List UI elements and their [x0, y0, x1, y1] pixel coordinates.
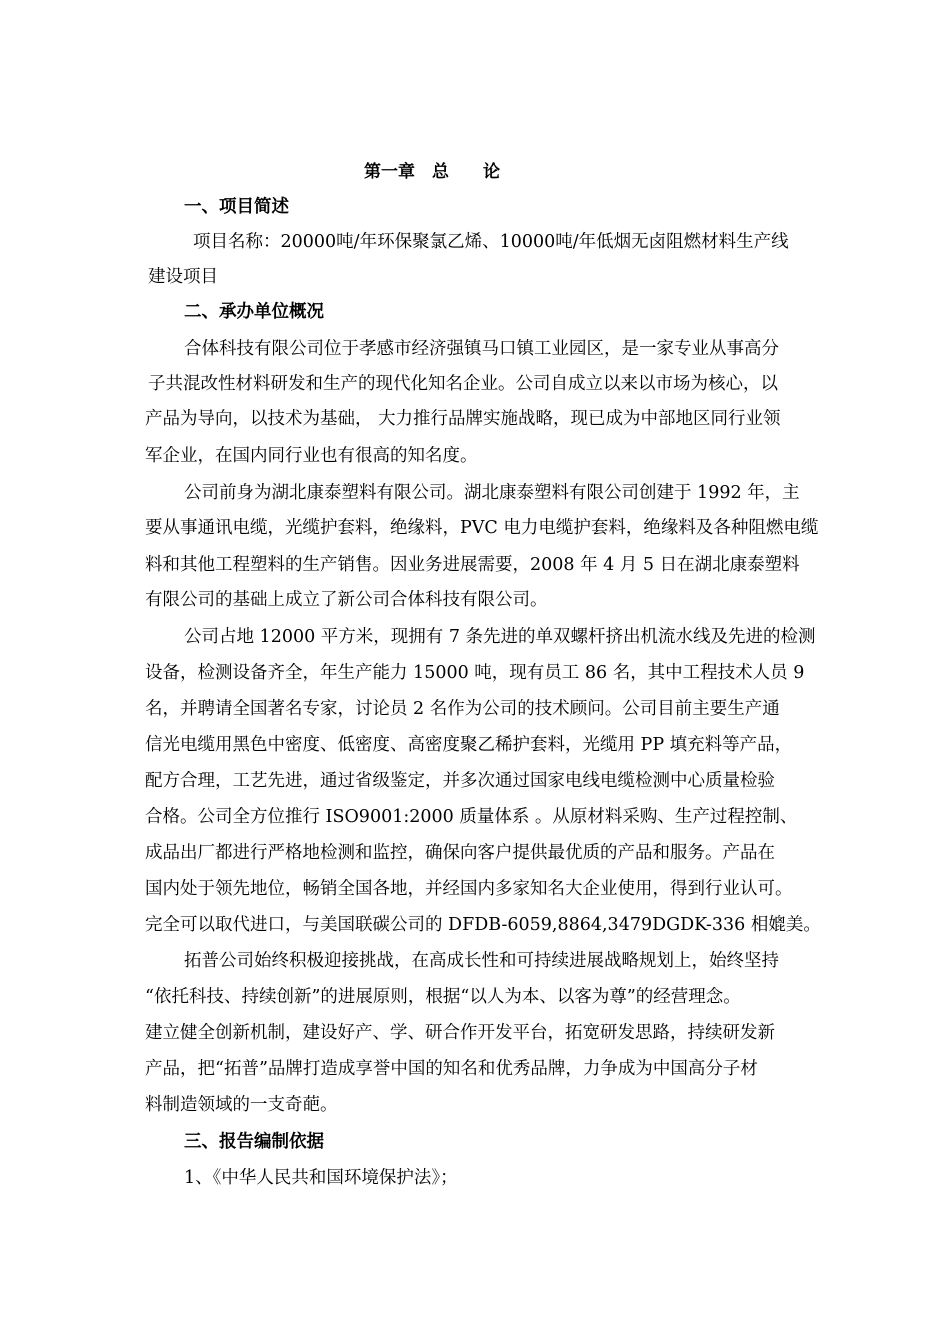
- paragraph-line: 建设项目: [148, 267, 218, 287]
- paragraph-line: 完全可以取代进口，与美国联碳公司的 DFDB-6059,8864,3479DGDK-336 相媲美。: [145, 915, 821, 935]
- section-heading-3: 三、报告编制依据: [184, 1132, 324, 1152]
- paragraph-line: 建立健全创新机制，建设好产、学、研合作开发平台，拓宽研发思路，持续研发新: [145, 1023, 775, 1043]
- chapter-title: 第一章 总 论: [364, 162, 500, 182]
- paragraph-line: 要从事通讯电缆，光缆护套料，绝缘料，PVC 电力电缆护套料，绝缘料及各种阻燃电缆: [145, 518, 819, 538]
- paragraph-line: 产品，把“拓普”品牌打造成享誉中国的知名和优秀品牌，力争成为中国高分子材: [145, 1059, 758, 1079]
- paragraph-line: 合体科技有限公司位于孝感市经济强镇马口镇工业园区，是一家专业从事高分: [184, 339, 779, 359]
- paragraph-line: 料制造领域的一支奇葩。: [145, 1095, 338, 1115]
- paragraph-line: 军企业，在国内同行业也有很高的知名度。: [145, 446, 478, 466]
- paragraph-line: 配方合理，工艺先进，通过省级鉴定，并多次通过国家电线电缆检测中心质量检验: [145, 771, 775, 791]
- paragraph-line: 名，并聘请全国著名专家，讨论员 2 名作为公司的技术顾问。公司目前主要生产通: [145, 699, 780, 719]
- paragraph-line: 合格。公司全方位推行 ISO9001:2000 质量体系 。从原材料采购、生产过程控制、: [145, 807, 798, 827]
- section-heading-2: 二、承办单位概况: [184, 302, 324, 322]
- paragraph-line: 公司占地 12000 平方米，现拥有 7 条先进的单双螺杆挤出机流水线及先进的检测: [184, 627, 816, 647]
- section-heading-1: 一、项目简述: [184, 197, 289, 217]
- paragraph-line: 公司前身为湖北康泰塑料有限公司。湖北康泰塑料有限公司创建于 1992 年，主: [184, 483, 800, 503]
- paragraph-line: 拓普公司始终积极迎接挑战，在高成长性和可持续进展战略规划上，始终坚持: [184, 951, 779, 971]
- paragraph-line: 项目名称：20000吨/年环保聚氯乙烯、10000吨/年低烟无卤阻燃材料生产线: [193, 232, 789, 252]
- paragraph-line: 有限公司的基础上成立了新公司合体科技有限公司。: [145, 590, 548, 610]
- paragraph-line: 国内处于领先地位，畅销全国各地，并经国内多家知名大企业使用，得到行业认可。: [145, 879, 793, 899]
- paragraph-line: 子共混改性材料研发和生产的现代化知名企业。公司自成立以来以市场为核心，以: [148, 374, 778, 394]
- paragraph-line: 产品为导向，以技术为基础， 大力推行品牌实施战略，现已成为中部地区同行业领: [145, 409, 781, 429]
- list-item: 1、《中华人民共和国环境保护法》；: [184, 1168, 458, 1188]
- paragraph-line: 设备，检测设备齐全，年生产能力 15000 吨，现有员工 86 名，其中工程技术人员 9: [145, 663, 805, 683]
- paragraph-line: 成品出厂都进行严格地检测和监控，确保向客户提供最优质的产品和服务。产品在: [145, 843, 775, 863]
- paragraph-line: “依托科技、持续创新”的进展原则，根据“以人为本、以客为尊”的经营理念。: [145, 987, 741, 1007]
- paragraph-line: 信光电缆用黑色中密度、低密度、高密度聚乙稀护套料，光缆用 PP 填充料等产品，: [145, 735, 793, 755]
- paragraph-line: 料和其他工程塑料的生产销售。因业务进展需要，2008 年 4 月 5 日在湖北康泰塑料: [145, 555, 800, 575]
